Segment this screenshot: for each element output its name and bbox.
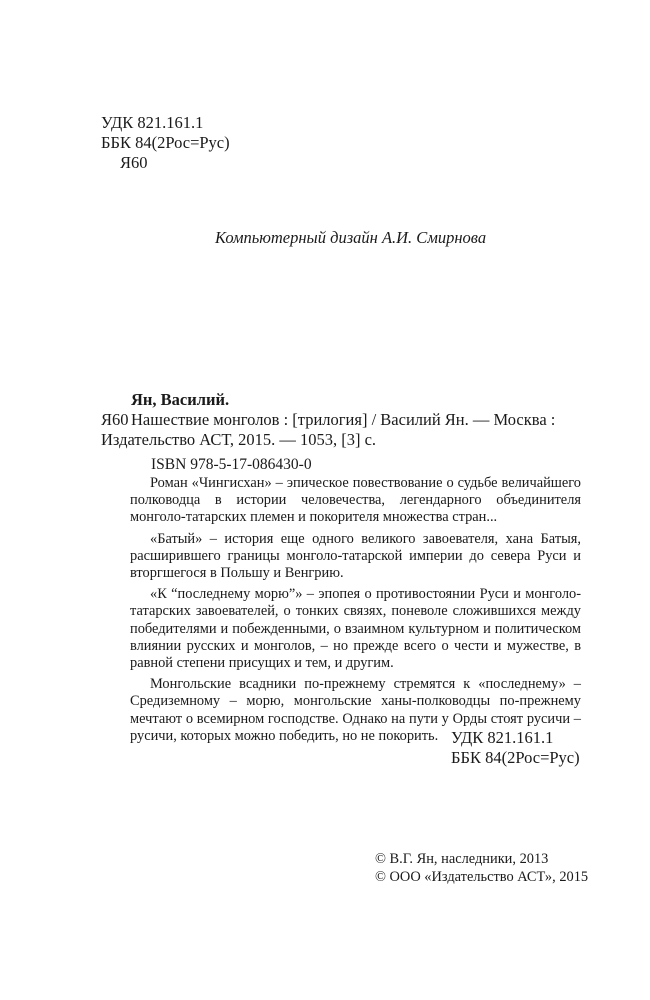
footer-udk-code: УДК 821.161.1: [451, 728, 554, 747]
header-udk-code: УДК 821.161.1: [101, 113, 204, 132]
header-classification-codes: [101, 113, 230, 173]
footer-classification-codes: [451, 728, 580, 768]
header-author-mark: Я60: [120, 153, 148, 172]
designer-credit: Компьютерный дизайн А.И. Смирнова: [215, 228, 487, 247]
catalog-author: Ян, Василий.: [131, 390, 230, 409]
footer-bbk-code: ББК 84(2Рос=Рус): [451, 748, 580, 767]
copyright-author: © В.Г. Ян, наследники, 2013: [375, 851, 549, 867]
annotation-paragraph-last-sea: «К “последнему морю”» – эпопея о противостоянии Руси и монголо-татарских завоевателей, о тонких связях, поневоле сложившихся между победителями и побежденными, о взаимном культурном и политическом влиянии русских и монголов, – но прежде всего о чести и мужестве, в равной степени присущих и тем, и другим.: [130, 586, 581, 672]
header-bbk-code: ББК 84(2Рос=Рус): [101, 133, 230, 152]
catalog-description-line1: Нашествие монголов : [трилогия] / Василий Ян. — Москва :: [131, 410, 556, 429]
annotation-paragraph-summary: Монгольские всадники по-прежнему стремятся к «последнему» – Средиземному – морю, монгольские ханы-полководцы по-прежнему мечтают о всемирном господстве. Однако на пути у Орды стоят русичи – русичи, которых можно победить, но не покорить.: [130, 676, 581, 744]
annotation-paragraph-batyi: «Батый» – история еще одного великого завоевателя, хана Батыя, расширившего границы монголо-татарской империи до севера Руси и вторгшегося в Польшу и Венгрию.: [130, 530, 581, 582]
isbn: ISBN 978-5-17-086430-0: [151, 456, 312, 473]
catalog-author-mark: Я60: [101, 410, 129, 429]
copyright-block: [375, 851, 588, 886]
annotation-paragraph-chingiskhan: Роман «Чингисхан» – эпическое повествование о судьбе величайшего полководца в истории человечества, легендарного объединителя монголо-татарских племен и покорителя множества стран...: [130, 475, 581, 526]
copyright-publisher: © ООО «Издательство АСТ», 2015: [375, 868, 589, 885]
annotation: [130, 475, 581, 745]
catalog-description-line2: Издательство АСТ, 2015. — 1053, [3] с.: [101, 430, 377, 449]
